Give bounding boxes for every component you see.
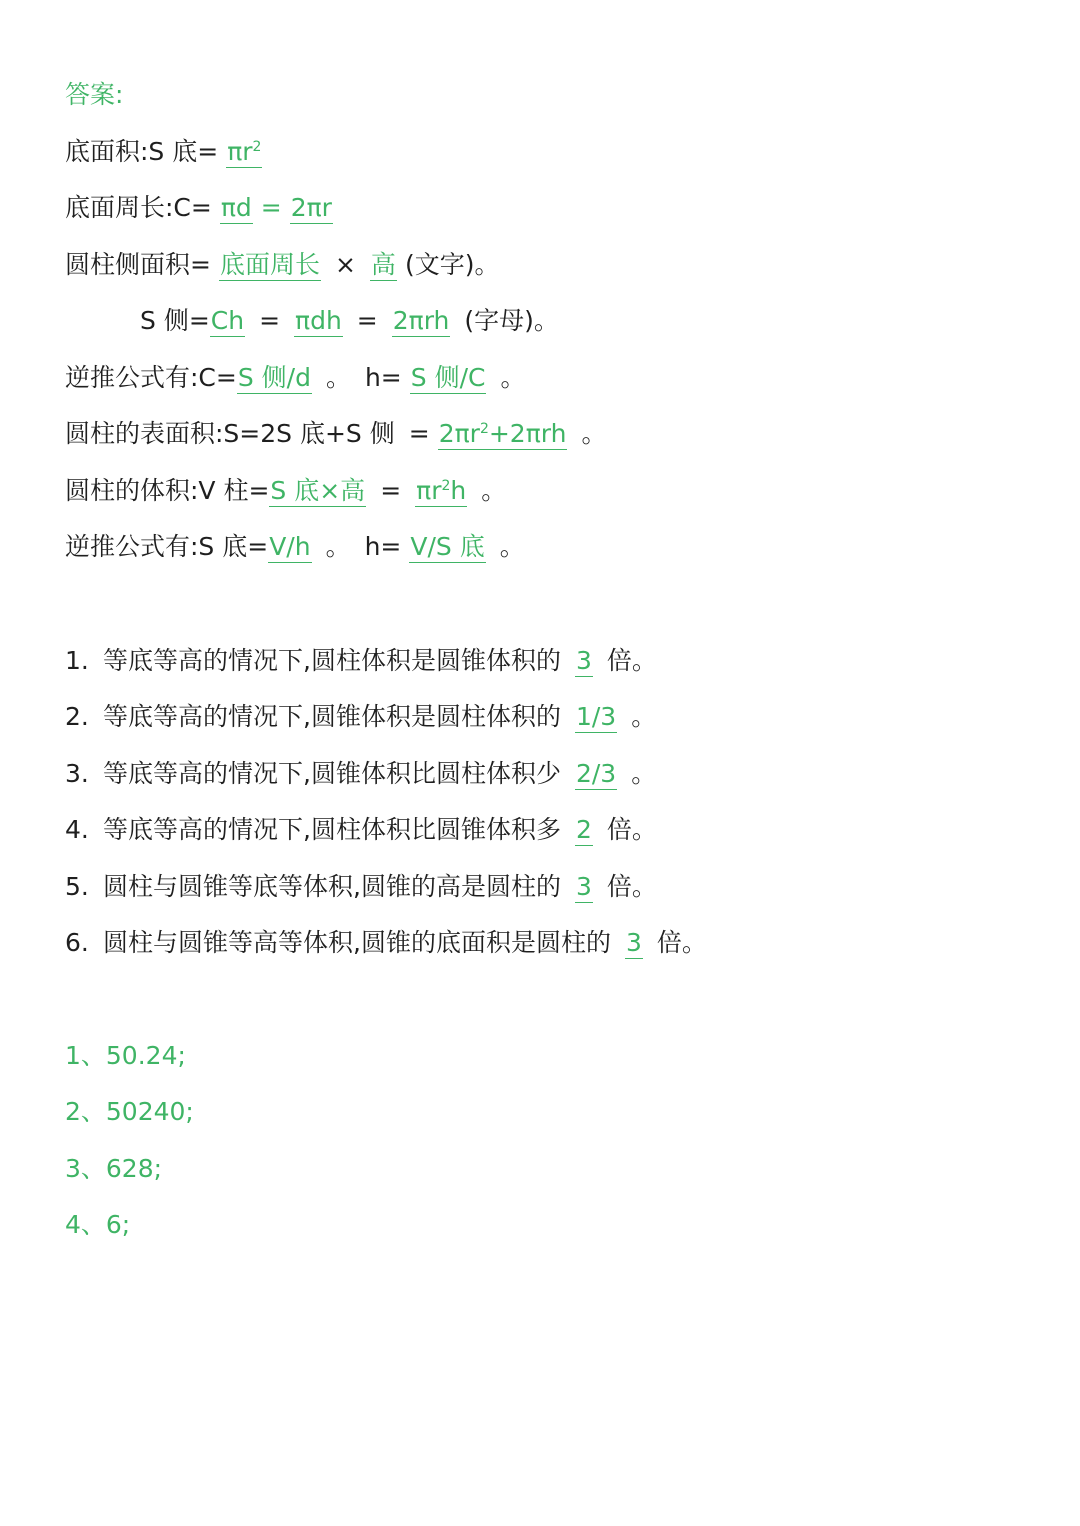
period: 。 — [325, 363, 351, 392]
formula-label: h= — [364, 532, 402, 561]
formula-answer: 2πr — [290, 193, 332, 222]
fill-in-item-3 — [65, 757, 656, 791]
item-end: 。 — [631, 702, 657, 731]
item-end: 倍。 — [606, 815, 657, 844]
equals-sign: = — [260, 193, 282, 222]
item-answer: 2/3 — [575, 759, 617, 788]
formula-label: 圆柱侧面积= — [65, 250, 211, 279]
item-answer: 3 — [575, 646, 592, 675]
equals-sign: = — [380, 476, 402, 505]
item-number: 6. — [65, 928, 89, 957]
formula-note: (字母)。 — [464, 306, 559, 335]
fill-in-item-1 — [65, 644, 657, 678]
formula-answer: 2πrh — [392, 306, 450, 335]
formula-answer: V/h — [269, 532, 311, 561]
item-number: 2. — [65, 702, 89, 731]
formula-base-perimeter — [65, 191, 333, 225]
fill-in-item-5 — [65, 870, 657, 904]
item-answer: 3 — [575, 872, 592, 901]
formula-label: S 侧= — [140, 306, 210, 335]
formula-label: 逆推公式有:C= — [65, 363, 237, 392]
item-end: 倍。 — [606, 646, 657, 675]
formula-label: h= — [364, 363, 402, 392]
times-sign: × — [334, 250, 356, 279]
formula-label: 圆柱的体积:V 柱= — [65, 476, 270, 505]
calc-answer-3: 3、628; — [65, 1154, 163, 1183]
item-text: 等底等高的情况下,圆锥体积是圆柱体积的 — [103, 702, 561, 731]
period: 。 — [325, 532, 351, 561]
formula-volume — [65, 474, 506, 508]
fill-in-item-4 — [65, 813, 657, 847]
formula-base-area — [65, 135, 262, 169]
item-answer: 1/3 — [575, 702, 617, 731]
item-text: 圆柱与圆锥等高等体积,圆锥的底面积是圆柱的 — [103, 928, 611, 957]
formula-answer: S 侧/C — [410, 363, 486, 392]
formula-answer: Ch — [210, 306, 245, 335]
formula-label: 底面周长:C= — [65, 193, 212, 222]
period: 。 — [499, 532, 525, 561]
period: 。 — [581, 419, 607, 448]
period: 。 — [481, 476, 507, 505]
fill-in-item-2 — [65, 700, 656, 734]
answer-heading: 答案: — [65, 80, 124, 109]
formula-inverse-1 — [65, 361, 525, 395]
item-number: 1. — [65, 646, 89, 675]
fill-in-item-6 — [65, 926, 707, 960]
period: 。 — [500, 363, 526, 392]
item-text: 圆柱与圆锥等底等体积,圆锥的高是圆柱的 — [103, 872, 561, 901]
equals-sign: = — [408, 419, 430, 448]
equals-sign: = — [356, 306, 378, 335]
item-text: 等底等高的情况下,圆柱体积比圆锥体积多 — [103, 815, 561, 844]
item-number: 4. — [65, 815, 89, 844]
item-end: 。 — [631, 759, 657, 788]
item-number: 3. — [65, 759, 89, 788]
item-end: 倍。 — [656, 928, 707, 957]
formula-label: 逆推公式有:S 底= — [65, 532, 269, 561]
formula-label: 底面积:S 底= — [65, 137, 219, 166]
formula-lateral-words — [65, 248, 499, 282]
formula-answer: S 侧/d — [237, 363, 311, 392]
formula-answer: $\pi r^2$ — [227, 137, 262, 166]
item-end: 倍。 — [606, 872, 657, 901]
item-number: 5. — [65, 872, 89, 901]
formula-answer: S 底×高 — [270, 476, 366, 505]
formula-inverse-2 — [65, 530, 525, 564]
formula-note: (文字)。 — [404, 250, 500, 279]
formula-answer: $\pi r^2h$ — [416, 476, 467, 505]
equals-sign: = — [259, 306, 281, 335]
calc-answer-4: 4、6; — [65, 1210, 131, 1239]
formula-answer: πdh — [295, 306, 342, 335]
formula-answer: πd — [220, 193, 252, 222]
formula-surface-area — [65, 417, 606, 451]
calc-answer-1: 1、50.24; — [65, 1041, 186, 1070]
formula-answer: V/S 底 — [410, 532, 485, 561]
item-answer: 2 — [575, 815, 592, 844]
item-answer: 3 — [625, 928, 642, 957]
formula-answer: 高 — [370, 250, 396, 279]
formula-lateral-letters — [140, 304, 559, 338]
item-text: 等底等高的情况下,圆锥体积比圆柱体积少 — [103, 759, 561, 788]
formula-answer: $2\pi r^2+2\pi rh$ — [438, 419, 567, 448]
calc-answer-2: 2、50240; — [65, 1097, 194, 1126]
formula-label: 圆柱的表面积:S=2S 底+S 侧 — [65, 419, 395, 448]
item-text: 等底等高的情况下,圆柱体积是圆锥体积的 — [103, 646, 561, 675]
formula-answer: 底面周长 — [219, 250, 320, 279]
